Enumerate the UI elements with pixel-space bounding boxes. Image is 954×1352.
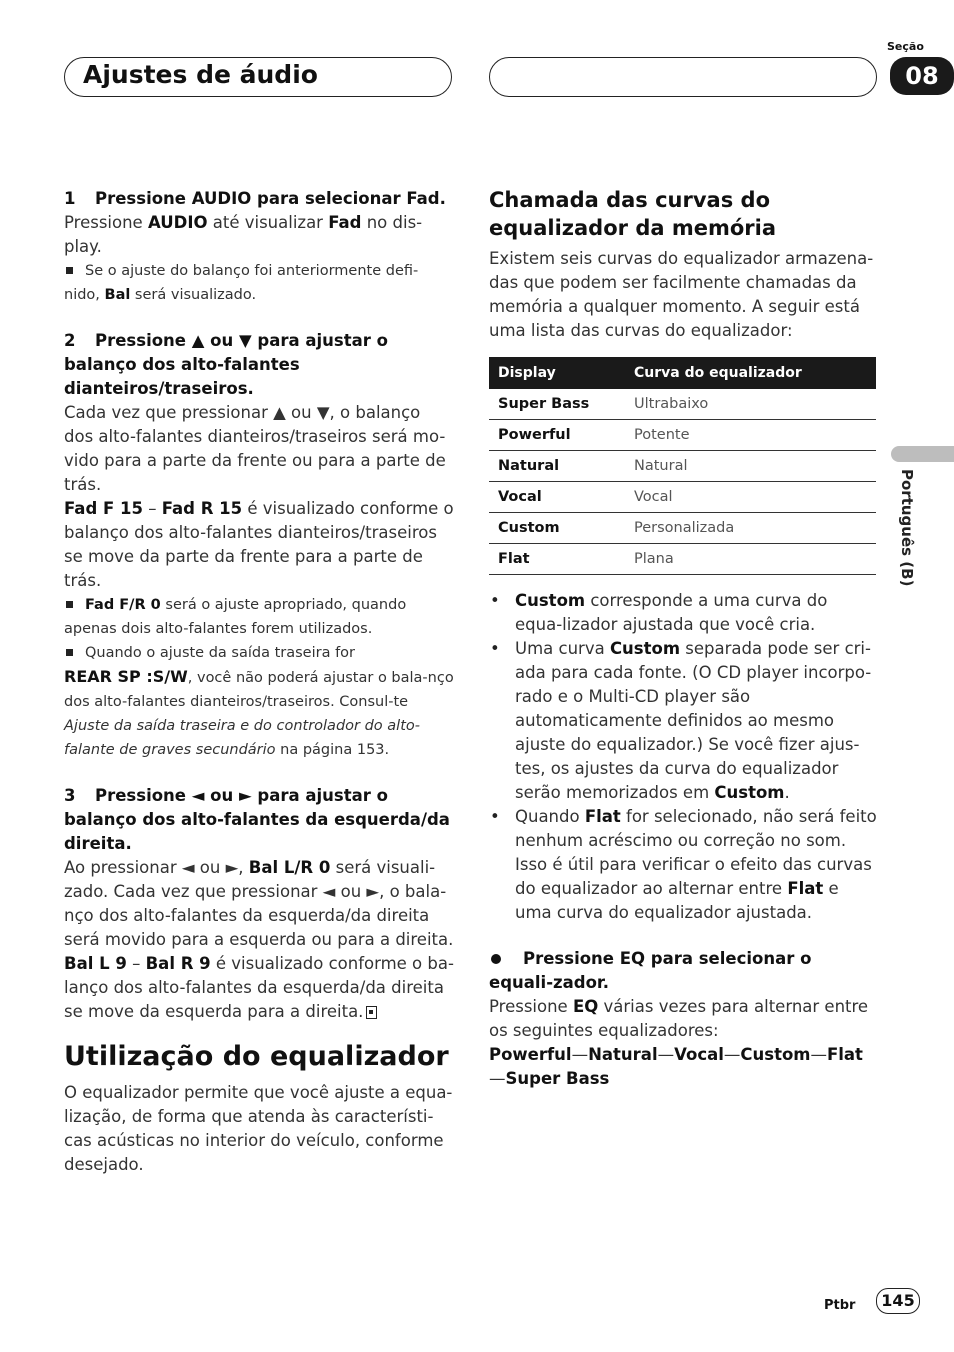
step-2-note-1: Fad F/R 0 será o ajuste apropriado, quando apenas dois alto-falantes forem utilizados. [64,597,407,637]
equalizer-intro: O equalizador permite que você ajuste a equa-lização, de forma que atenda às característi-cas acústicas no interior do veículo, conforme desejado. [64,1083,453,1174]
language-side-label: Português (B) [898,469,916,587]
header-empty-frame [489,57,877,97]
note-square-icon [66,601,73,608]
table-header-row [489,357,876,389]
equalizer-heading: Utilização do equalizador [64,1041,449,1072]
language-side-tab [891,446,954,462]
step-1-text: Pressione AUDIO até visualizar Fad no dis-play. [64,213,423,256]
step-1-note: Se o ajuste do balanço foi anteriormente defi-nido, Bal será visualizado. [64,263,419,303]
section-number-badge: 08 [890,57,954,95]
table-header-display: Display [489,357,625,389]
end-mark-icon [366,1006,377,1019]
table-row: Natural Natural [489,451,876,482]
step-2-text-2: Fad F 15 – Fad R 15 é visualizado conforme o balanço dos alto-falantes dianteiros/traseiros se move da parte da frente para a parte de trás. [64,499,454,590]
equalizer-sequence: Powerful—Natural—Vocal—Custom—Flat —Super Bass [489,1045,863,1088]
table-header-curve: Curva do equalizador [625,357,876,389]
memory-curves-heading: Chamada das curvas do equalizador da memória [489,188,776,240]
step-eq-text: Pressione EQ várias vezes para alternar entre os seguintes equalizadores: [489,997,869,1040]
table-row: Vocal Vocal [489,482,876,513]
memory-curves-intro: Existem seis curvas do equalizador armazena-das que podem ser facilmente chamadas da memória a qualquer momento. A seguir está uma lista das curvas do equalizador: [489,249,874,340]
footer-lang-code: Ptbr [824,1298,856,1313]
page-number: 145 [876,1288,920,1314]
step-2-text-1: Cada vez que pressionar ▲ ou ▼, o balanço dos alto-falantes dianteiros/traseiros será mo-vido para a parte da frente ou para a parte de trás. [64,403,446,494]
notes-list [489,589,879,925]
step-2-note-2: Quando o ajuste da saída traseira for REAR SP :S/W, você não poderá ajustar o bala-nço dos alto-falantes dianteiros/traseiros. Consul-te Ajuste da saída traseira e do controlador do alto-falante de graves secundário na página 153. [64,645,454,758]
table-row: Flat Plana [489,544,876,575]
step-eq-heading: Pressione EQ para selecionar o equali-zador. [489,949,812,992]
step-3-text-1: Ao pressionar ◄ ou ►, Bal L/R 0 será visuali-zado. Cada vez que pressionar ◄ ou ►, o bala-nço dos alto-falantes da esquerda/da direita será movido para a esquerda ou para a direita. [64,858,454,949]
section-label: Seção [887,40,924,53]
equalizer-table [489,357,876,575]
table-row: Super Bass Ultrabaixo [489,389,876,420]
list-item: • Uma curva Custom separada pode ser cri-ada para cada fonte. (O CD player incorpo-rado e o Multi-CD player são automaticamente definidos ao mesmo ajuste do equalizador.) Se você fizer ajus-tes, os ajustes da curva do equalizador serão memorizados em Custom. [489,637,879,805]
page-title: Ajustes de áudio [83,60,318,89]
step-1-heading: 1 Pressione AUDIO para selecionar Fad. [64,189,446,208]
step-dot-icon [491,954,501,964]
table-row: Custom Personalizada [489,513,876,544]
left-column [64,187,454,1024]
note-square-icon [66,267,73,274]
table-row: Powerful Potente [489,420,876,451]
step-3-heading: 3 Pressione ◄ ou ► para ajustar o balanço dos alto-falantes da esquerda/da direita. [64,786,450,853]
list-item: • Quando Flat for selecionado, não será feito nenhum acréscimo ou correção no som. Isso é útil para verificar o efeito das curvas do equalizador ao alternar entre Flat e uma curva do equalizador ajustada. [489,805,879,925]
right-column [489,186,879,1091]
list-item: • Custom corresponde a uma curva do equa-lizador ajustada que você cria. [489,589,879,637]
note-square-icon [66,649,73,656]
step-2-heading: 2 Pressione ▲ ou ▼ para ajustar o balanço dos alto-falantes dianteiros/traseiros. [64,331,388,398]
step-3-text-2: Bal L 9 – Bal R 9 é visualizado conforme o ba-lanço dos alto-falantes da esquerda/da direita se move da esquerda para a direita. [64,954,454,1021]
